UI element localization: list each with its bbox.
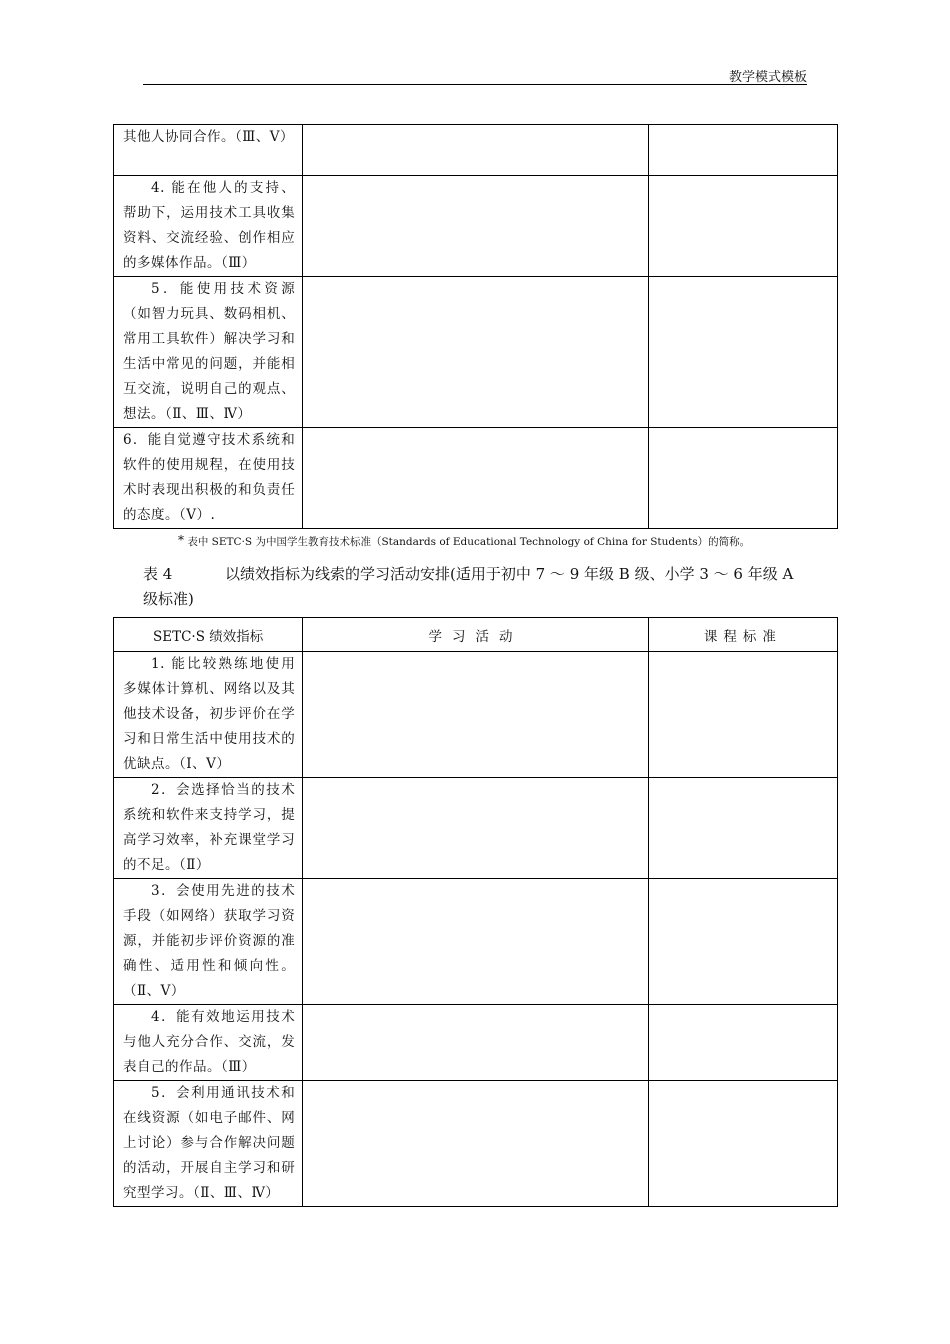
footnote-text: 表中 SETC·S 为中国学生教育技术标准（Standards of Educational Technology of China for Students）的简称。 [184,536,751,548]
page-header [143,64,807,85]
indicator-cell: 4．能有效地运用技术与他人充分合作、交流，发表自己的作品。（Ⅲ） [123,1009,296,1075]
header-title: 教学模式模板 [728,70,807,85]
table-row [114,1081,838,1207]
standard-cell [648,1005,837,1081]
table-row [114,778,838,879]
indicator-table-continued [113,124,838,529]
indicator-cell: 其他人协同合作。（Ⅲ、Ⅴ） [123,129,295,145]
table-row [114,879,838,1005]
activity-cell [303,428,648,529]
indicator-cell: 5．会利用通讯技术和在线资源（如电子邮件、网上讨论）参与合作解决问题的活动，开展自主学习和研究型学习。（Ⅱ、Ⅲ、Ⅳ） [123,1085,296,1201]
standard-cell [648,277,837,428]
indicator-cell: 6．能自觉遵守技术系统和软件的使用规程，在使用技术时表现出积极的和负责任的态度。（Ⅴ）. [123,432,296,523]
table-row [114,176,838,277]
table-row [114,1005,838,1081]
activity-cell [303,1005,648,1081]
activity-cell [303,879,648,1005]
table-caption [143,562,813,612]
activity-cell [303,778,648,879]
standard-cell [648,176,837,277]
standard-cell [648,652,837,778]
table-title: 以绩效指标为线索的学习活动安排(适用于初中 7 ～ 9 年级 B 级、小学 3 ～ 6 年级 A 级标准) [143,565,794,608]
standard-cell [648,428,837,529]
table-row [114,125,838,176]
column-header: SETC·S 绩效指标 [114,618,303,652]
table-number: 表 4 [143,565,173,583]
standard-cell [648,1081,837,1207]
table-row [114,652,838,778]
table-header-row [114,618,838,652]
activity-cell [303,125,648,176]
activity-cell [303,652,648,778]
standard-cell [648,778,837,879]
activity-cell [303,176,648,277]
standard-cell [648,879,837,1005]
table-row [114,428,838,529]
activity-cell [303,277,648,428]
column-header: 学习活动 [303,618,648,652]
indicator-cell: 1. 能比较熟练地使用多媒体计算机、网络以及其他技术设备，初步评价在学习和日常生活中使用技术的优缺点。（Ⅰ、Ⅴ） [123,656,296,772]
indicator-cell: 4. 能在他人的支持、帮助下，运用技术工具收集资料、交流经验、创作相应的多媒体作品。（Ⅲ） [123,180,296,271]
column-header: 课程标准 [648,618,837,652]
activity-cell [303,1081,648,1207]
indicator-cell: 3．会使用先进的技术手段（如网络）获取学习资源，并能初步评价资源的准确性、适用性和倾向性。（Ⅱ、Ⅴ） [123,883,296,999]
standard-cell [648,125,837,176]
indicator-table [113,617,838,1207]
indicator-cell: 2．会选择恰当的技术系统和软件来支持学习，提高学习效率，补充课堂学习的不足。（Ⅱ） [123,782,296,873]
indicator-cell: 5．能使用技术资源（如智力玩具、数码相机、常用工具软件）解决学习和生活中常见的问题，并能相互交流，说明自己的观点、想法。（Ⅱ、Ⅲ、Ⅳ） [123,281,296,422]
footnote-mark: * [178,533,184,547]
footnote [178,533,750,549]
table-row [114,277,838,428]
